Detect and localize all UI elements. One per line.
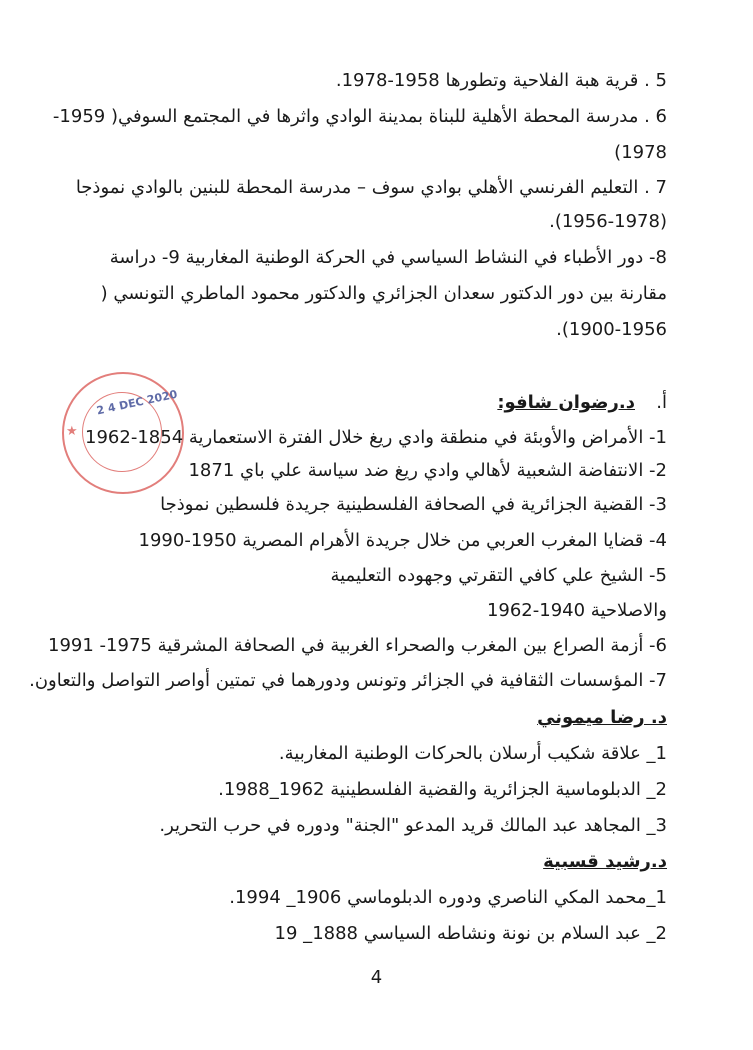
list-item-6-line-2: 1978) [614,142,667,163]
shafou-item-3: 3- القضية الجزائرية في الصحافة الفلسطينية جريدة فلسطين نموذجا [160,494,667,515]
star-icon: ★ [66,424,78,439]
shafou-item-7: 7- المؤسسات الثقافية في الجزائر وتونس ودورهما في تمتين أواصر التواصل والتعاون. [29,670,667,691]
maimouni-item-2: 2_ الدبلوماسية الجزائرية والقضية الفلسطينية 1962_1988. [218,779,667,800]
shafou-item-5-line-1: 5- الشيخ علي كافي التقرتي وجهوده التعليمية [330,565,667,586]
shafou-item-1: 1- الأمراض والأوبئة في منطقة وادي ريغ خلال الفترة الاستعمارية 1854-1962 [85,427,667,448]
list-item-8-line-2: مقارنة بين دور الدكتور سعدان الجزائري والدكتور محمود الماطري التونسي ( [100,283,667,304]
section-heading-maimouni: د. رضا ميموني [537,707,667,728]
stamp-date: 2 4 DEC 2020 [95,387,179,418]
kasbia-item-1: 1_محمد المكي الناصري ودوره الدبلوماسي 1906_ 1994. [229,887,667,908]
list-item-7-line-1: 7 . التعليم الفرنسي الأهلي بوادي سوف – مدرسة المحطة للبنين بالوادي نموذجا [75,177,667,198]
list-item-5: 5 . قرية هبة الفلاحية وتطورها 1958-1978. [335,70,667,91]
list-item-8-line-1: 8- دور الأطباء في النشاط السياسي في الحركة الوطنية المغاربية 9- دراسة [109,247,667,268]
kasbia-item-2: 2_ عبد السلام بن نونة ونشاطه السياسي 1888_ 19 [274,923,667,944]
section-heading-kasbia: د.رشيد قسبية [543,851,667,872]
section-marker: أ. [656,392,667,413]
maimouni-item-1: 1_ علاقة شكيب أرسلان بالحركات الوطنية المغاربية. [278,743,667,764]
maimouni-item-3: 3_ المجاهد عبد المالك قريد المدعو "الجنة" ودوره في حرب التحرير. [159,815,667,836]
list-item-8-line-3: 1900-1956). [556,319,667,340]
shafou-item-2: 2- الانتفاضة الشعبية لأهالي وادي ريغ ضد سياسة علي باي 1871 [188,460,667,481]
section-heading-shafou: د.رضوان شافو: [497,392,635,413]
shafou-item-6: 6- أزمة الصراع بين المغرب والصحراء الغربية في الصحافة المشرقية 1975- 1991 [48,635,667,656]
list-item-6-line-1: 6 . مدرسة المحطة الأهلية للبناة بمدينة الوادي واثرها في المجتمع السوفي( 1959- [52,106,667,127]
page-number: 4 [370,967,383,988]
list-item-7-line-2: (1956-1978). [549,211,667,232]
shafou-item-5-line-2: والاصلاحية 1940-1962 [486,600,667,621]
shafou-item-4: 4- قضايا المغرب العربي من خلال جريدة الأهرام المصرية 1950-1990 [138,530,667,551]
